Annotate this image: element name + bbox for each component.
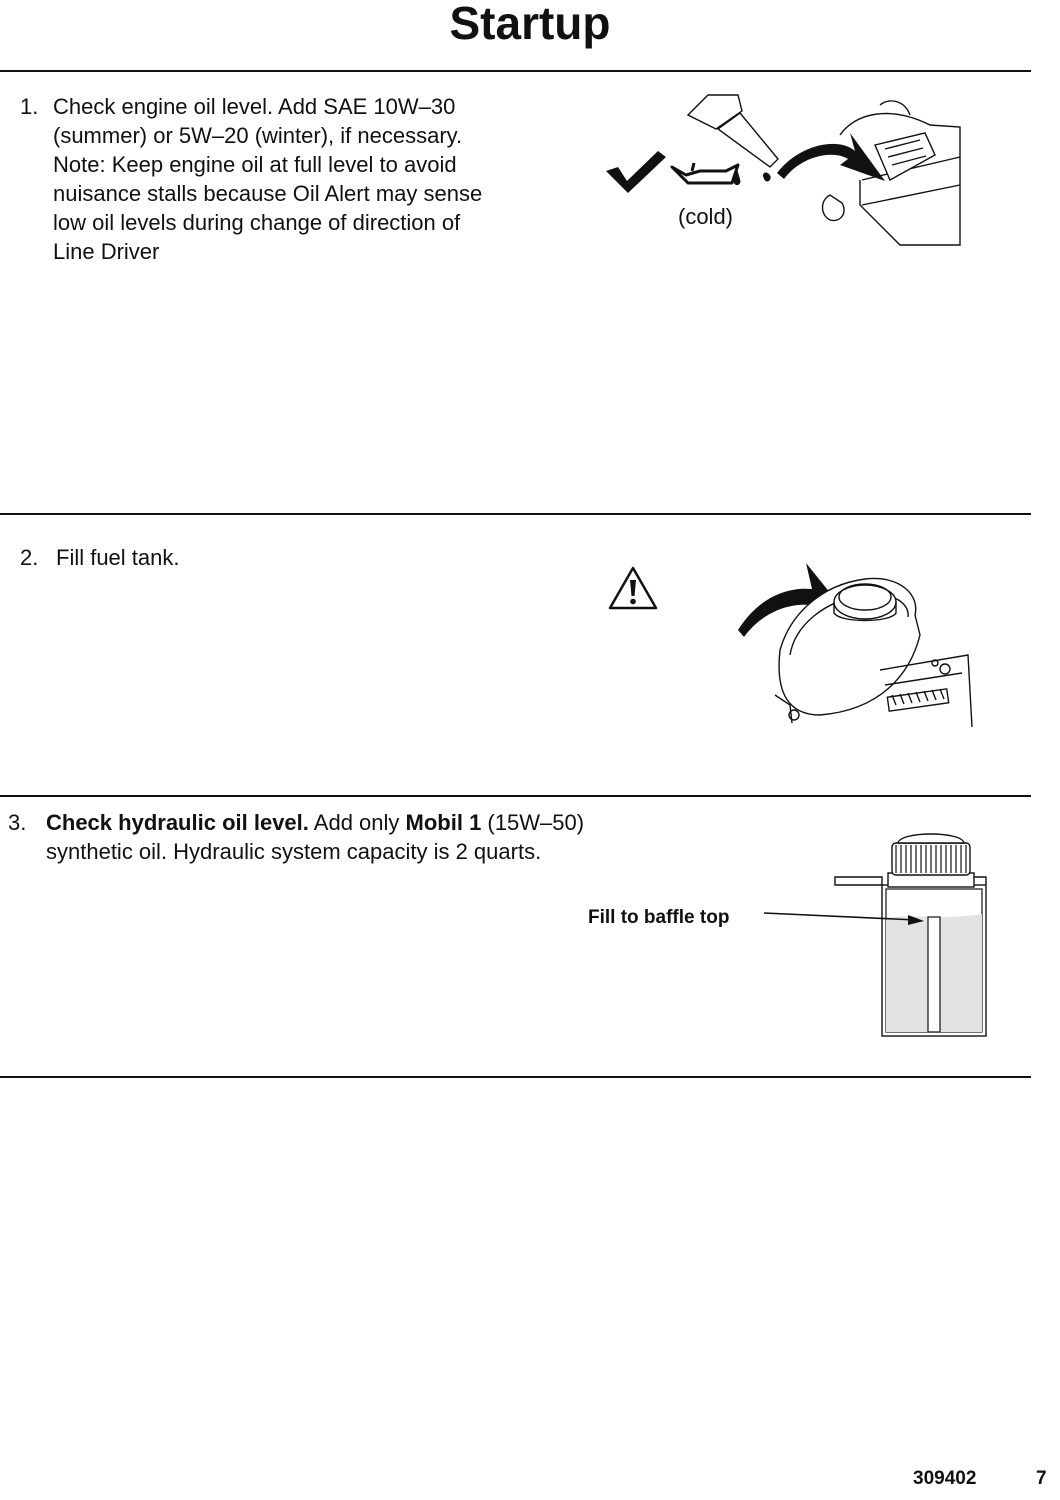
section-divider — [0, 513, 1031, 515]
step-text-line: Fill fuel tank. — [56, 545, 180, 570]
step-text-line: nuisance stalls because Oil Alert may sense — [53, 181, 483, 206]
section-divider — [0, 795, 1031, 797]
step-number: 2. — [20, 545, 39, 570]
step-text-line — [46, 808, 688, 837]
step-bold-text: Mobil 1 — [405, 810, 482, 835]
step-text-line: low oil levels during change of direction of — [53, 210, 461, 235]
page-number: 7 — [1036, 1468, 1047, 1489]
step-text: Add only — [308, 810, 406, 835]
step-2 — [20, 543, 420, 572]
document-number: 309402 — [913, 1468, 977, 1489]
cold-label: (cold) — [678, 204, 734, 229]
hydraulic-reservoir-illustration — [740, 825, 995, 1045]
page-title: Startup — [449, 0, 611, 49]
fuel-tank-illustration — [730, 555, 980, 730]
step-number: 3. — [8, 810, 27, 835]
step-bold-text: Check hydraulic oil level. — [46, 810, 309, 835]
step-3 — [8, 808, 688, 866]
step-text: (15W–50) — [481, 810, 585, 835]
step-1 — [20, 92, 560, 266]
step-number: 1. — [20, 94, 39, 119]
section-divider — [0, 1076, 1031, 1078]
section-divider — [0, 70, 1031, 72]
step-text-line: Check engine oil level. Add SAE 10W–30 — [53, 94, 456, 119]
step-text-line: (summer) or 5W–20 (winter), if necessary. — [53, 123, 463, 148]
step-text-line: Note: Keep engine oil at full level to avoid — [53, 152, 457, 177]
fill-to-baffle-label: Fill to baffle top — [588, 907, 730, 928]
step-text-line: Line Driver — [53, 239, 160, 264]
step-text-line: synthetic oil. Hydraulic system capacity is 2 quarts. — [46, 839, 542, 864]
warning-triangle-icon — [607, 565, 659, 611]
